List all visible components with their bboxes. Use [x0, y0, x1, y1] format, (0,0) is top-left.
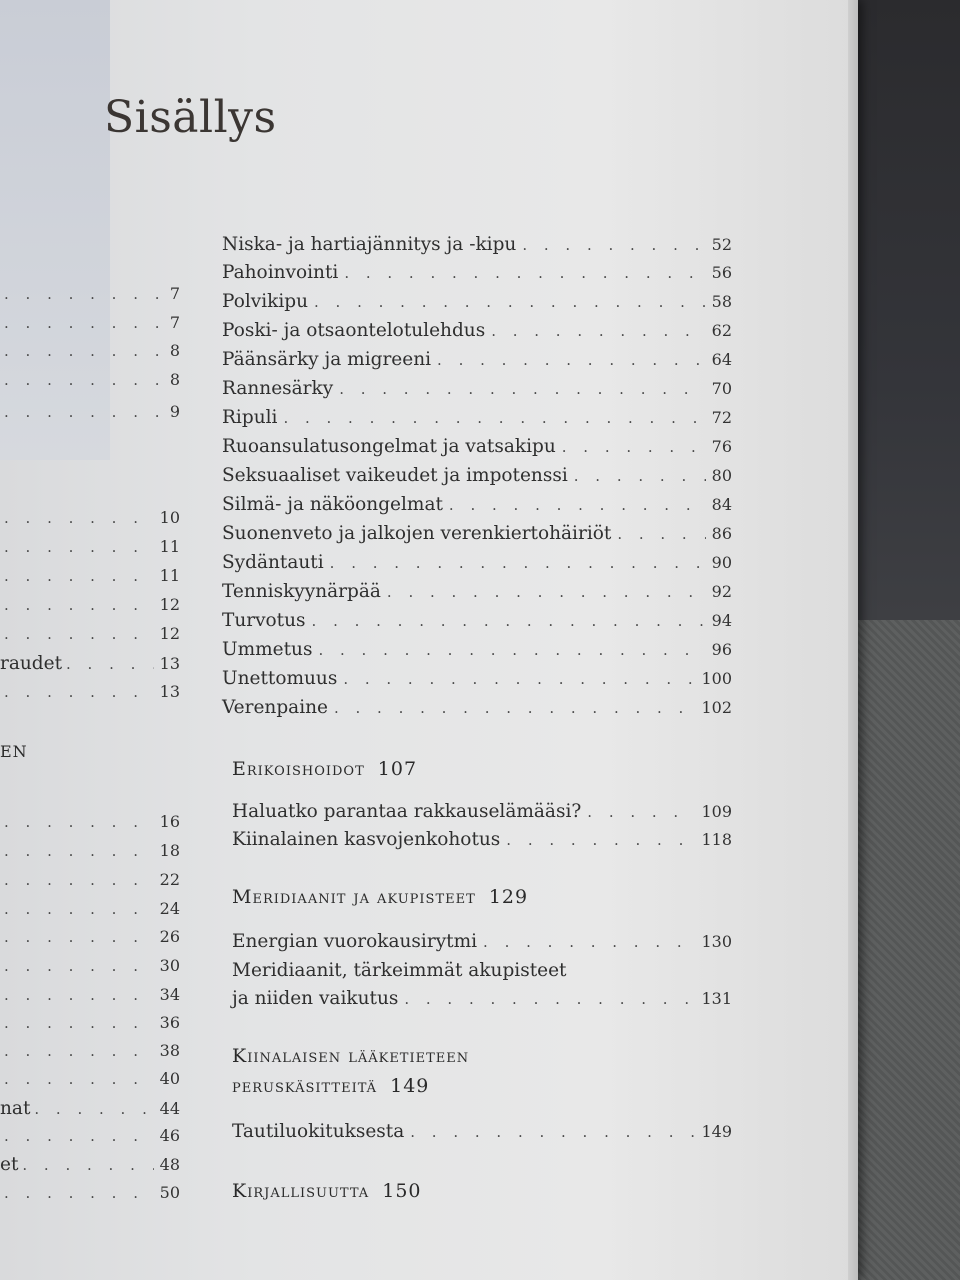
dot-leader	[617, 525, 705, 543]
left-toc-entry-page: 16	[159, 812, 180, 831]
dot-leader	[491, 322, 705, 340]
toc-entry-page: 58	[711, 292, 732, 311]
section-heading-page: 149	[390, 1075, 430, 1097]
left-toc-entry-page: 46	[159, 1126, 180, 1145]
section-heading-meridiaanit[interactable]	[232, 886, 528, 908]
left-toc-entry-page: 44	[159, 1099, 180, 1118]
left-toc-entry[interactable]	[0, 985, 180, 1013]
dot-leader	[522, 236, 705, 254]
toc-entry[interactable]	[232, 931, 732, 959]
dot-leader	[4, 957, 154, 975]
toc-entry-page: 94	[711, 611, 732, 630]
section-heading-kiinalaisen[interactable]	[232, 1045, 469, 1067]
dot-leader	[330, 554, 706, 572]
toc-entry[interactable]	[222, 639, 732, 667]
left-toc-entry-label: et	[0, 1154, 19, 1175]
dot-leader	[574, 467, 706, 485]
toc-entry-page: 70	[711, 379, 732, 398]
toc-entry-page: 96	[711, 640, 732, 659]
toc-entry[interactable]	[222, 291, 732, 319]
left-toc-entry[interactable]	[0, 537, 180, 565]
dot-leader	[4, 509, 154, 527]
toc-entry-label: Seksuaaliset vaikeudet ja impotenssi	[222, 465, 568, 486]
left-toc-entry-page: 7	[169, 284, 180, 303]
dot-leader	[343, 670, 695, 688]
left-toc-entry-page: 11	[159, 566, 180, 585]
left-toc-entry[interactable]	[0, 624, 180, 652]
section-heading-kirjallisuutta[interactable]	[232, 1180, 422, 1202]
left-toc-entry[interactable]	[0, 1098, 180, 1126]
left-toc-entry-page: 38	[159, 1041, 180, 1060]
toc-entry[interactable]	[222, 349, 732, 377]
dot-leader	[4, 1014, 154, 1032]
left-toc-entry[interactable]	[0, 682, 180, 710]
left-toc-entry-page: 7	[169, 313, 180, 332]
dot-leader	[587, 803, 695, 821]
dot-leader	[4, 285, 164, 303]
left-toc-entry[interactable]	[0, 284, 180, 312]
toc-entry-label: ja niiden vaikutus	[232, 988, 399, 1009]
dot-leader	[4, 928, 154, 946]
left-toc-entry[interactable]	[0, 870, 180, 898]
toc-entry-page: 62	[711, 321, 732, 340]
left-toc-entry[interactable]	[0, 1183, 180, 1211]
toc-entry[interactable]	[222, 465, 732, 493]
left-toc-entry-page: 36	[159, 1013, 180, 1032]
left-toc-entry-page: 13	[159, 682, 180, 701]
toc-entry-page: 80	[711, 466, 732, 485]
dot-leader	[4, 567, 154, 585]
section-heading-label: Erikoishoidot	[232, 758, 365, 780]
section-heading-label: Kirjallisuutta	[232, 1180, 370, 1202]
toc-entry-label: Rannesärky	[222, 378, 334, 399]
left-toc-entry-label: raudet	[0, 653, 63, 674]
section-heading-label: Kiinalaisen lääketieteen	[232, 1045, 470, 1067]
dot-leader	[34, 1100, 153, 1118]
left-toc-entry-page: 12	[159, 624, 180, 643]
toc-entry[interactable]	[222, 407, 732, 435]
left-toc-entry[interactable]	[0, 402, 180, 430]
toc-entry-page: 56	[711, 263, 732, 282]
left-toc-entry-page: 34	[159, 985, 180, 1004]
toc-entry-label: Ripuli	[222, 407, 278, 428]
dot-leader	[4, 813, 154, 831]
toc-entry-label: Sydäntauti	[222, 552, 324, 573]
dot-leader	[4, 403, 164, 421]
toc-entry-page: 130	[701, 932, 732, 951]
left-toc-entry-page: 13	[159, 654, 180, 673]
toc-entry[interactable]	[232, 988, 732, 1016]
left-toc-entry[interactable]	[0, 1013, 180, 1041]
toc-entry[interactable]	[222, 552, 732, 580]
toc-entry-label: Ruoansulatusongelmat ja vatsakipu	[222, 436, 556, 457]
toc-entry-label: Haluatko parantaa rakkauselämääsi?	[232, 801, 582, 822]
toc-entry-label: Ummetus	[222, 639, 313, 660]
dot-leader	[339, 380, 705, 398]
section-heading-label: Meridiaanit ja akupisteet	[232, 886, 476, 908]
toc-entry-label: Energian vuorokausirytmi	[232, 931, 478, 952]
left-toc-entry-page: 48	[159, 1155, 180, 1174]
dot-leader	[387, 583, 706, 601]
toc-entry[interactable]	[222, 262, 732, 290]
dot-leader	[410, 1123, 695, 1141]
toc-entry-label: Kiinalainen kasvojenkohotus	[232, 829, 501, 850]
toc-entry[interactable]	[222, 320, 732, 348]
dot-leader	[4, 986, 154, 1004]
toc-entry-label: Päänsärky ja migreeni	[222, 349, 432, 370]
background-dark	[845, 0, 960, 640]
dot-leader	[4, 596, 154, 614]
toc-entry-page: 90	[711, 553, 732, 572]
toc-entry-label: Polvikipu	[222, 291, 309, 312]
toc-entry[interactable]	[222, 378, 732, 406]
left-toc-entry[interactable]	[0, 566, 180, 594]
dot-leader	[4, 683, 154, 701]
toc-entry[interactable]	[222, 523, 732, 551]
toc-entry-label: Poski- ja otsaontelotulehdus	[222, 320, 486, 341]
left-toc-entry-label: nat	[0, 1098, 31, 1119]
dot-leader	[4, 538, 154, 556]
toc-entry[interactable]	[222, 234, 732, 262]
dot-leader	[344, 264, 705, 282]
left-toc-entry-page: 12	[159, 595, 180, 614]
section-heading-page: 107	[377, 758, 418, 780]
toc-entry-label: Turvotus	[222, 610, 306, 631]
left-toc-entry-page: 10	[159, 508, 180, 527]
toc-entry-page: 64	[711, 350, 732, 369]
left-section-heading-fragment: EN	[0, 742, 28, 761]
toc-entry-page: 52	[711, 235, 732, 254]
dot-leader	[283, 409, 705, 427]
left-toc-entry-page: 30	[159, 956, 180, 975]
left-toc-entry[interactable]	[0, 341, 180, 369]
left-toc-entry-page: 11	[159, 537, 180, 556]
left-toc-entry-page: 8	[169, 370, 180, 389]
section-heading-erikoishoidot[interactable]	[232, 758, 417, 780]
toc-entry[interactable]	[232, 801, 732, 829]
toc-entry[interactable]	[222, 494, 732, 522]
toc-entry-label: Tenniskyynärpää	[222, 581, 381, 602]
dot-leader	[4, 1127, 154, 1145]
left-toc-entry-page: 50	[159, 1183, 180, 1202]
left-toc-entry[interactable]	[0, 653, 180, 681]
left-toc-entry-page: 26	[159, 927, 180, 946]
dot-leader	[4, 900, 154, 918]
toc-entry[interactable]	[222, 436, 732, 464]
left-toc-entry-page: 9	[169, 402, 180, 421]
left-toc-entry[interactable]	[0, 370, 180, 398]
dot-leader	[506, 831, 695, 849]
left-toc-entry[interactable]	[0, 812, 180, 840]
toc-entry-page: 86	[711, 524, 732, 543]
dot-leader	[4, 1070, 154, 1088]
toc-entry[interactable]	[222, 697, 732, 725]
toc-entry-label[interactable]: Meridiaanit, tärkeimmät akupisteet	[232, 960, 567, 981]
dot-leader	[4, 314, 164, 332]
dot-leader	[4, 1184, 154, 1202]
dot-leader	[4, 371, 164, 389]
toc-entry-page: 102	[701, 698, 732, 717]
toc-entry-label: Tautiluokituksesta	[232, 1121, 405, 1142]
left-toc-entry-page: 24	[159, 899, 180, 918]
toc-entry-page: 92	[711, 582, 732, 601]
dot-leader	[562, 438, 706, 456]
toc-entry-page: 100	[701, 669, 732, 688]
toc-entry-label: Unettomuus	[222, 668, 338, 689]
background-cloth	[845, 620, 960, 1280]
left-toc-entry[interactable]	[0, 313, 180, 341]
left-toc-entry[interactable]	[0, 927, 180, 955]
left-toc-entry[interactable]	[0, 956, 180, 984]
toc-entry-label: Niska- ja hartiajännitys ja -kipu	[222, 234, 517, 255]
left-toc-entry-page: 22	[159, 870, 180, 889]
section-heading-page: 129	[488, 886, 529, 908]
toc-entry-page: 76	[711, 437, 732, 456]
toc-entry[interactable]	[232, 829, 732, 857]
dot-leader	[312, 612, 706, 630]
dot-leader	[334, 699, 695, 717]
page-title: Sisällys	[104, 92, 277, 143]
dot-leader	[318, 641, 705, 659]
left-toc-entry[interactable]	[0, 1069, 180, 1097]
dot-leader	[4, 1042, 154, 1060]
left-toc-entry[interactable]	[0, 1126, 180, 1154]
toc-entry[interactable]	[222, 581, 732, 609]
toc-entry-page: 118	[701, 830, 732, 849]
dot-leader	[314, 293, 706, 311]
left-toc-entry-page: 8	[169, 341, 180, 360]
toc-entry-page: 72	[711, 408, 732, 427]
dot-leader	[4, 842, 154, 860]
left-toc-entry-page: 18	[159, 841, 180, 860]
toc-entry[interactable]	[222, 610, 732, 638]
left-toc-entry[interactable]	[0, 595, 180, 623]
section-heading-label: peruskäsitteitä	[232, 1075, 378, 1097]
toc-entry-page: 109	[701, 802, 732, 821]
toc-entry-label: Pahoinvointi	[222, 262, 339, 283]
section-heading-kiinalaisen-line2[interactable]	[232, 1075, 429, 1097]
left-toc-entry[interactable]	[0, 508, 180, 536]
left-toc-entry[interactable]	[0, 1154, 180, 1182]
section-heading-page: 150	[382, 1180, 422, 1202]
toc-entry-label: Verenpaine	[222, 697, 328, 718]
dot-leader	[4, 342, 164, 360]
toc-entry-page: 84	[711, 495, 732, 514]
left-toc-entry[interactable]	[0, 1041, 180, 1069]
left-toc-entry-page: 40	[159, 1069, 180, 1088]
dot-leader	[4, 871, 154, 889]
dot-leader	[4, 625, 154, 643]
dot-leader	[404, 990, 695, 1008]
toc-entry-label: Silmä- ja näköongelmat	[222, 494, 443, 515]
toc-entry-label: Suonenveto ja jalkojen verenkiertohäiriöt	[222, 523, 612, 544]
dot-leader	[483, 933, 695, 951]
dot-leader	[22, 1156, 153, 1174]
left-toc-entry[interactable]	[0, 841, 180, 869]
dot-leader	[437, 351, 706, 369]
toc-entry[interactable]	[232, 1121, 732, 1149]
dot-leader	[66, 655, 154, 673]
toc-entry-page: 131	[701, 989, 732, 1008]
left-toc-entry[interactable]	[0, 899, 180, 927]
toc-entry[interactable]	[222, 668, 732, 696]
toc-entry-page: 149	[701, 1122, 732, 1141]
dot-leader	[449, 496, 706, 514]
